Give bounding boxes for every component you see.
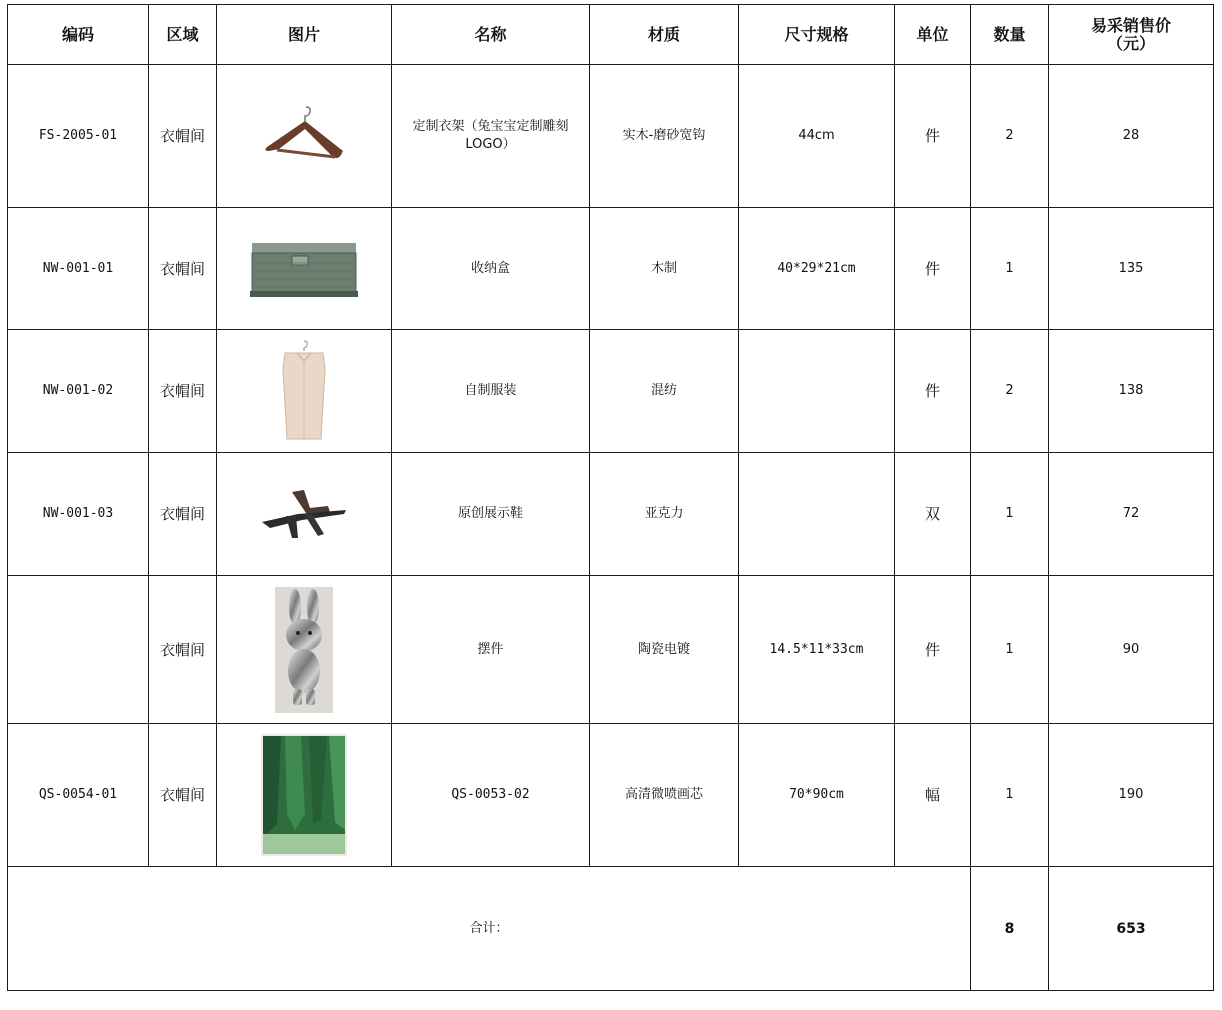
header-name: 名称: [392, 5, 590, 65]
wooden-hanger-icon: [259, 103, 349, 169]
cell-size: 44cm: [739, 65, 895, 208]
cell-image: [217, 65, 392, 208]
table-row: [8, 208, 1214, 330]
cell-name: 原创展示鞋: [392, 453, 590, 576]
cell-image: [217, 576, 392, 724]
cell-unit: 件: [895, 65, 971, 208]
cell-material: 高清微喷画芯: [590, 724, 739, 867]
cell-code: NW-001-03: [8, 453, 149, 576]
cell-material: 木制: [590, 208, 739, 330]
cell-image: [217, 453, 392, 576]
cell-region: 衣帽间: [149, 208, 217, 330]
cell-unit: 双: [895, 453, 971, 576]
garment-icon: [279, 339, 329, 443]
rabbit-figurine-icon: [275, 587, 333, 713]
total-price: 653: [1049, 867, 1214, 991]
table-row: [8, 65, 1214, 208]
cell-name: QS-0053-02: [392, 724, 590, 867]
cell-material: 亚克力: [590, 453, 739, 576]
header-code: 编码: [8, 5, 149, 65]
cell-unit: 件: [895, 208, 971, 330]
header-row: [8, 5, 1214, 65]
header-price-line1: 易采销售价: [1090, 15, 1171, 35]
cell-code: [8, 576, 149, 724]
cell-name: 自制服装: [392, 330, 590, 453]
header-unit: 单位: [895, 5, 971, 65]
cell-material: 陶瓷电镀: [590, 576, 739, 724]
header-image: 图片: [217, 5, 392, 65]
cell-price: 138: [1049, 330, 1214, 453]
cell-size: [739, 453, 895, 576]
cell-qty: 2: [971, 65, 1049, 208]
table-row: [8, 330, 1214, 453]
cell-qty: 1: [971, 208, 1049, 330]
cell-region: 衣帽间: [149, 330, 217, 453]
cell-image: [217, 330, 392, 453]
cell-material: 实木-磨砂宽钩: [590, 65, 739, 208]
cell-price: 135: [1049, 208, 1214, 330]
cell-code: NW-001-02: [8, 330, 149, 453]
cell-price: 190: [1049, 724, 1214, 867]
total-row: [8, 867, 1214, 991]
total-qty: 8: [971, 867, 1049, 991]
cell-unit: 幅: [895, 724, 971, 867]
total-label: 合计：: [8, 867, 971, 991]
header-price: [1049, 5, 1214, 65]
table-row: [8, 724, 1214, 867]
cell-qty: 1: [971, 724, 1049, 867]
cell-price: 72: [1049, 453, 1214, 576]
cell-name: 定制衣架（兔宝宝定制雕刻LOGO）: [392, 65, 590, 208]
product-quote-table: [7, 4, 1214, 991]
cell-name: 收纳盒: [392, 208, 590, 330]
cell-image: [217, 724, 392, 867]
cell-qty: 1: [971, 453, 1049, 576]
header-material: 材质: [590, 5, 739, 65]
cell-code: FS-2005-01: [8, 65, 149, 208]
cell-qty: 2: [971, 330, 1049, 453]
shoe-display-icon: [258, 486, 350, 542]
cell-qty: 1: [971, 576, 1049, 724]
cell-code: NW-001-01: [8, 208, 149, 330]
cell-price: 90: [1049, 576, 1214, 724]
cell-region: 衣帽间: [149, 65, 217, 208]
header-qty: 数量: [971, 5, 1049, 65]
cell-region: 衣帽间: [149, 453, 217, 576]
cell-size: 40*29*21cm: [739, 208, 895, 330]
cell-size: [739, 330, 895, 453]
header-region: 区域: [149, 5, 217, 65]
cell-material: 混纺: [590, 330, 739, 453]
cell-unit: 件: [895, 576, 971, 724]
table-row: [8, 453, 1214, 576]
cell-image: [217, 208, 392, 330]
green-painting-icon: [261, 734, 347, 856]
cell-region: 衣帽间: [149, 576, 217, 724]
header-size: 尺寸规格: [739, 5, 895, 65]
cell-size: 70*90cm: [739, 724, 895, 867]
table-row: [8, 576, 1214, 724]
cell-code: QS-0054-01: [8, 724, 149, 867]
cell-unit: 件: [895, 330, 971, 453]
cell-name: 摆件: [392, 576, 590, 724]
header-price-line2: （元）: [1106, 33, 1155, 53]
cell-region: 衣帽间: [149, 724, 217, 867]
cell-price: 28: [1049, 65, 1214, 208]
cell-size: 14.5*11*33cm: [739, 576, 895, 724]
storage-box-icon: [250, 241, 358, 297]
